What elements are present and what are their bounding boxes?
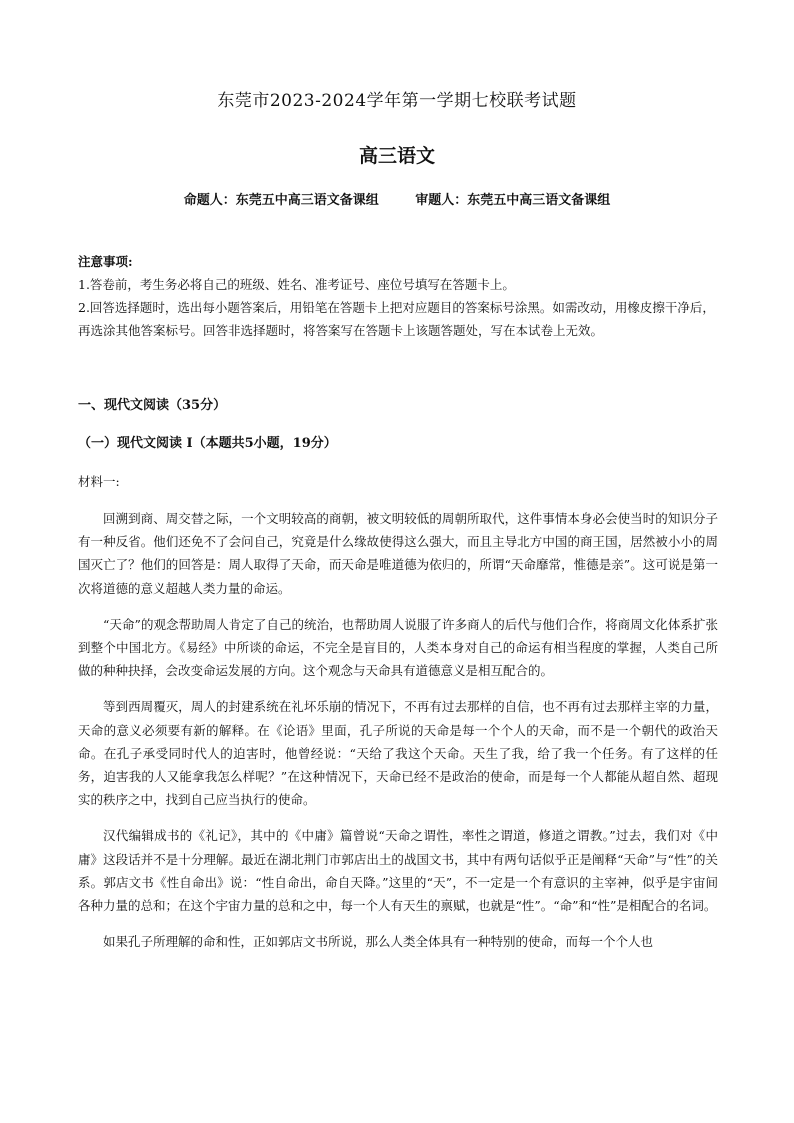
subject-title: 高三语文 [358, 145, 435, 167]
author-line [0, 189, 794, 208]
notice-heading: 注意事项: [78, 254, 133, 269]
setter-label: 命题人：东莞五中高三语文备课组 [183, 193, 379, 208]
notice-item-2: 2.回答选择题时，选出每小题答案后，用铅笔在答题卡上把对应题目的答案标号涂黑。如需改动，用橡皮擦干净后，再选涂其他答案标号。回答非选择题时，将答案写在答题卡上该题答题处，写在本试卷上无效。 [78, 300, 715, 338]
passage-text [78, 507, 718, 966]
paragraph-3: 等到西周覆灭，周人的封建系统在礼坏乐崩的情况下，不再有过去那样的自信，也不再有过去那样主宰的力量，天命的意义必须要有新的解释。在《论语》里面，孔子所说的天命是每一个个人的天命，而不是一个朝代的政治天命。在孔子承受同时代人的迫害时，他曾经说：“天给了我这个天命。天生了我，给了我一个任务。有了这样的任务，迫害我的人又能拿我怎么样呢？”在这种情况下，天命已经不是政治的使命，而是每一个人都能从超自然、超现实的秩序之中，找到自己应当执行的使命。 [78, 699, 718, 808]
paragraph-4: 汉代编辑成书的《礼记》，其中的《中庸》篇曾说“天命之谓性，率性之谓道，修道之谓教。”过去，我们对《中庸》这段话并不是十分理解。最近在湖北荆门市郭店出土的战国文书，其中有两句话似乎正是阐释“天命”与“性”的关系。郭店文书《性自命出》说：“性自命出，命自天降。”这里的“天”，不一定是一个有意识的主宰神，似乎是宇宙间各种力量的总和；在这个宇宙力量的总和之中，每一个人有天生的禀赋，也就是“性”。“命”和“性”是相配合的名词。 [78, 828, 718, 914]
paragraph-2: “天命”的观念帮助周人肯定了自己的统治，也帮助周人说服了许多商人的后代与他们合作，将商周文化体系扩张到整个中国北方。《易经》中所谈的命运，不完全是盲目的，人类本身对自己的命运有相当程度的掌握，人类自己所做的种种抉择，会改变命运发展的方向。这个观念与天命具有道德意义是相互配合的。 [78, 616, 718, 679]
notice-block [78, 250, 718, 342]
section-heading-part1: 一、现代文阅读（35分） [78, 398, 227, 413]
notice-item-1: 1.答卷前，考生务必将自己的班级、姓名、准考证号、座位号填写在答题卡上。 [78, 277, 515, 292]
paragraph-5: 如果孔子所理解的命和性，正如郭店文书所说，那么人类全体具有一种特别的使命，而每一个个人也 [103, 934, 654, 950]
paragraph-1: 回溯到商、周交替之际，一个文明较高的商朝，被文明较低的周朝所取代，这件事情本身必会使当时的知识分子有一种反省。他们还免不了会问自己，究竟是什么缘故使得这么强大，而且主导北方中国的商王国，居然被小小的周国灭亡了？他们的回答是：周人取得了天命，而天命是唯道德为依归的，所谓“天命靡常，惟德是亲”。这可说是第一次将道德的意义超越人类力量的命运。 [78, 511, 718, 596]
section-heading-reading-1: （一）现代文阅读 I（本题共5小题，19分） [78, 436, 337, 451]
exam-title: 东莞市2023-2024学年第一学期七校联考试题 [217, 91, 577, 111]
material-label: 材料一: [78, 474, 120, 489]
reviewer-label: 审题人：东莞五中高三语文备课组 [415, 193, 611, 208]
